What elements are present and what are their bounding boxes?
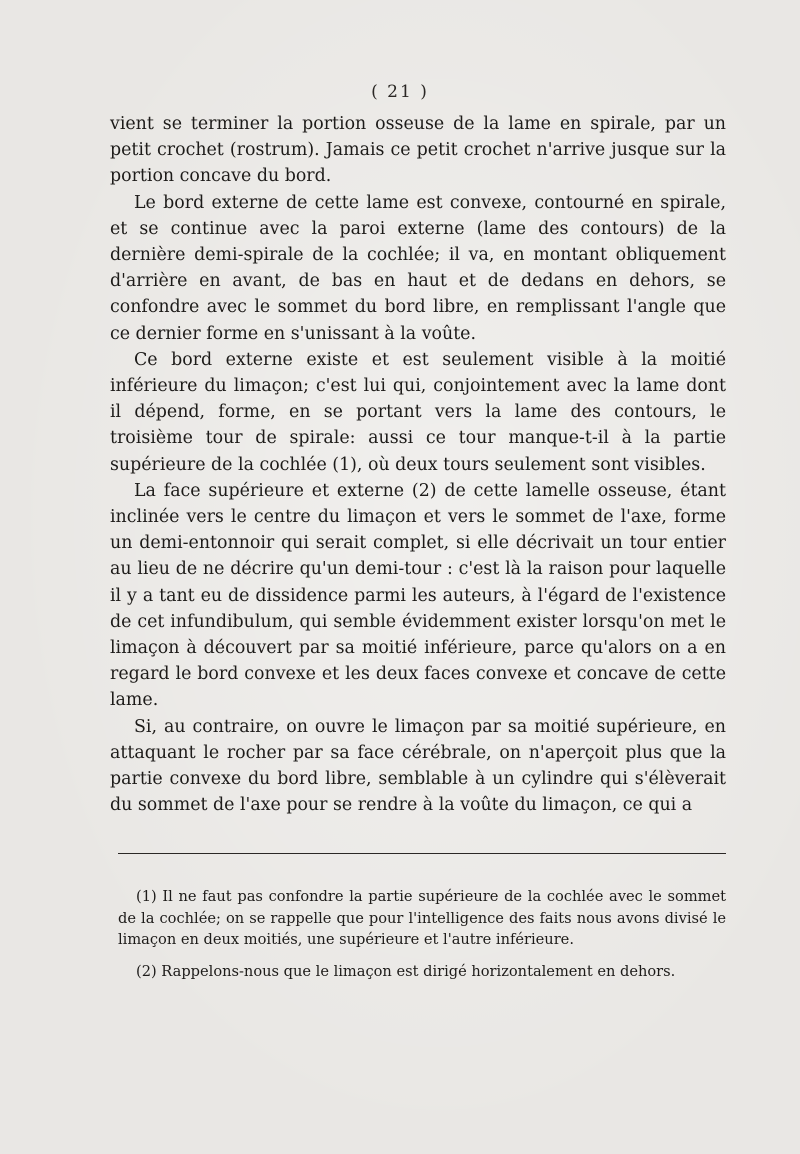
footnote-divider	[118, 853, 726, 854]
footnotes	[118, 886, 726, 992]
paragraph: La face supérieure et externe (2) de cette lamelle osseuse, étant inclinée vers le centre du limaçon et vers le sommet de l'axe, forme un demi-entonnoir qui serait complet, si elle décrivait un tour entier au lieu de ne décrire qu'un demi-tour : c'est là la raison pour laquelle il y a tant eu de dissidence parmi les auteurs, à l'égard de l'existence de cet infundibulum, qui semble évidemment exister lorsqu'on met le limaçon à découvert par sa moitié inférieure, parce qu'alors on a en regard le bord convexe et les deux faces convexe et concave de cette lame.	[110, 480, 726, 711]
paragraph: vient se terminer la portion osseuse de la lame en spirale, par un petit crochet (rostrum). Jamais ce petit crochet n'arrive jusque sur la portion concave du bord.	[110, 114, 726, 187]
page-number: ( 21 )	[371, 82, 429, 102]
paragraph: Ce bord externe existe et est seulement visible à la moitié inférieure du limaçon; c'est lui qui, conjointement avec la lame dont il dépend, forme, en se portant vers la lame des contours, le troisième tour de spirale: aussi ce tour manque-t-il à la partie supérieure de la cochlée (1), où deux tours seulement sont visibles.	[110, 349, 726, 475]
main-text	[110, 111, 726, 818]
paragraph: Le bord externe de cette lame est convexe, contourné en spirale, et se continue avec la paroi externe (lame des contours) de la dernière demi-spirale de la cochlée; il va, en montant obliquement d'arrière en avant, de bas en haut et de dedans en dehors, se confondre avec le sommet du bord libre, en remplissant l'angle que ce dernier forme en s'unissant à la voûte.	[110, 192, 726, 344]
footnote: (2) Rappelons-nous que le limaçon est dirigé horizontalement en dehors.	[136, 962, 676, 980]
paragraph: Si, au contraire, on ouvre le limaçon par sa moitié supérieure, en attaquant le rocher par sa face cérébrale, on n'aperçoit plus que la partie convexe du bord libre, semblable à un cylindre qui s'élèverait du sommet de l'axe pour se rendre à la voûte du limaçon, ce qui a	[110, 716, 726, 816]
footnote: (1) Il ne faut pas confondre la partie supérieure de la cochlée avec le sommet de la cochlée; on se rappelle que pour l'intelligence des faits nous avons divisé le limaçon en deux moitiés, une supérieure et l'autre inférieure.	[118, 888, 726, 948]
